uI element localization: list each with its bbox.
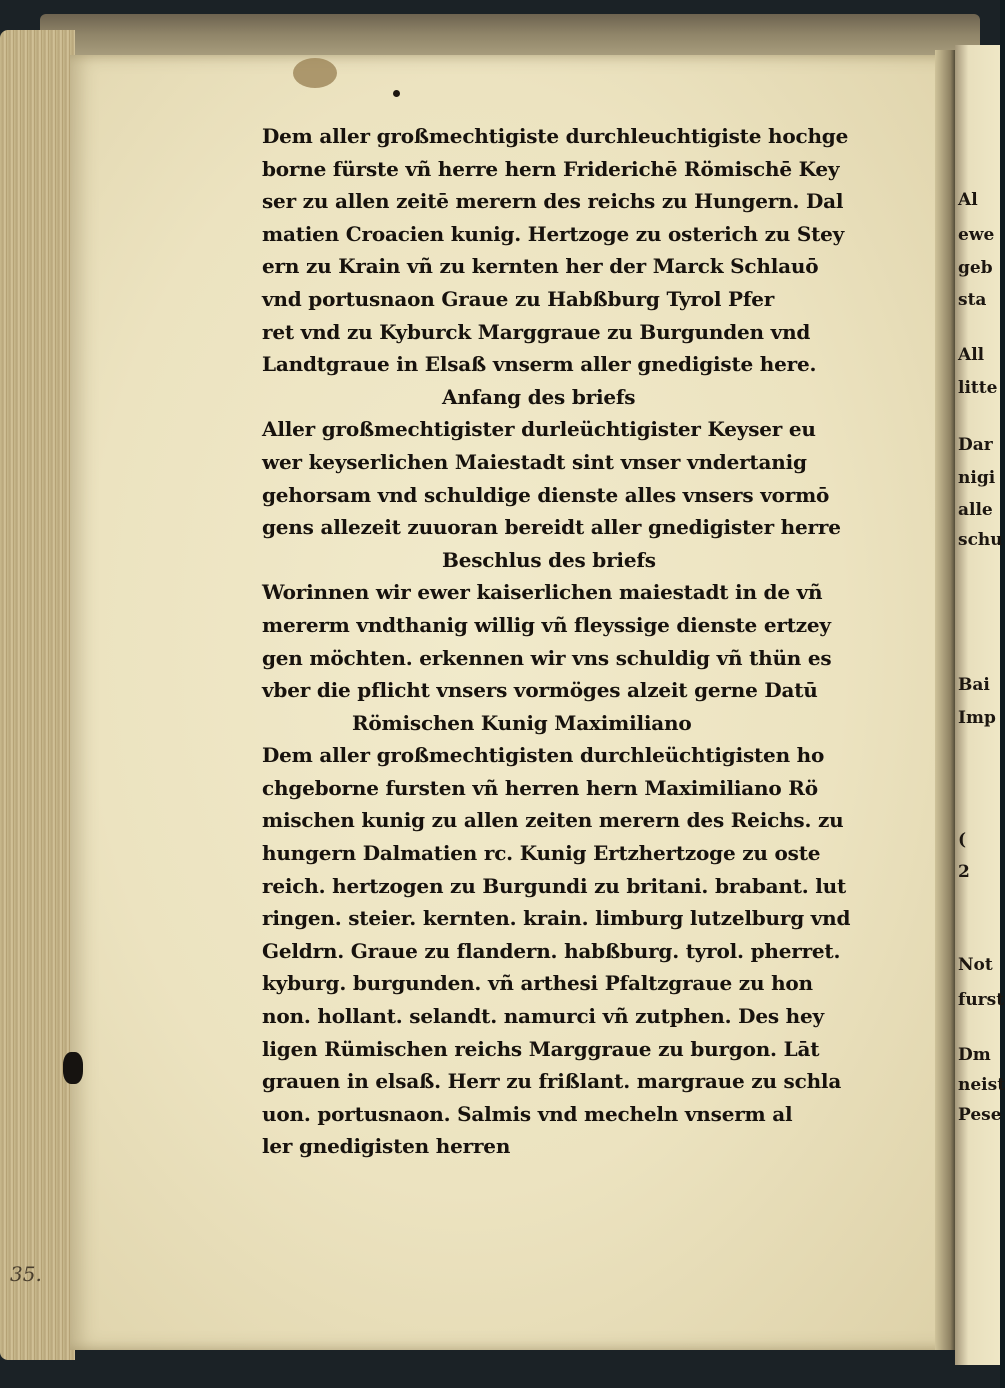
text-line: ler gnedigisten herren (262, 1134, 511, 1159)
text-line: vnd portusnaon Graue zu Habßburg Tyrol Pfer (262, 286, 775, 311)
text-line: gens allezeit zuuoran bereidt aller gnedigister herre (262, 515, 841, 540)
section-heading: Anfang des briefs (442, 384, 636, 409)
facing-text-fragment: geb (958, 258, 993, 278)
text-line: reich. hertzogen zu Burgundi zu britani. brabant. lut (262, 873, 847, 898)
text-line: non. hollant. selandt. namurci vñ zutphen. Des hey (262, 1004, 824, 1029)
book-page-edges (0, 30, 75, 1360)
text-line: Landtgraue in Elsaß vnserm aller gnedigiste here. (262, 352, 817, 377)
text-line: Geldrn. Graue zu flandern. habßburg. tyrol. pherret. (262, 938, 841, 963)
text-line: ret vnd zu Kyburck Marggraue zu Burgunden vnd (262, 319, 811, 344)
ink-dot (393, 90, 400, 97)
text-line: matien Croacien kunig. Hertzoge zu osterich zu Stey (262, 221, 845, 246)
page-number-mark: 35. (10, 1262, 42, 1286)
facing-text-fragment: furst (958, 990, 1005, 1010)
facing-text-fragment: alle (958, 500, 993, 520)
text-line: ser zu allen zeitē merern des reichs zu Hungern. Dal (262, 189, 844, 214)
paper-stain (293, 58, 337, 88)
text-line: gehorsam vnd schuldige dienste alles vnsers vormō (262, 482, 830, 507)
text-line: vber die pflicht vnsers vormöges alzeit gerne Datū (262, 678, 818, 703)
facing-text-fragment: Imp (958, 708, 996, 728)
book-gutter (935, 50, 957, 1350)
facing-text-fragment: Dm (958, 1045, 991, 1065)
text-line: Dem aller großmechtigisten durchleüchtigisten ho (262, 743, 825, 768)
facing-text-fragment: Al (958, 190, 978, 210)
binding-hole (63, 1052, 83, 1084)
facing-text-fragment: litte (958, 378, 998, 398)
text-line: ern zu Krain vñ zu kernten her der Marck Schlauō (262, 254, 819, 279)
facing-text-fragment: All (958, 345, 985, 365)
facing-text-fragment: Bai (958, 675, 990, 695)
text-line: uon. portusnaon. Salmis vnd mecheln vnserm al (262, 1101, 793, 1126)
facing-text-fragment: Not (958, 955, 993, 975)
text-line: ligen Rümischen reichs Marggraue zu burgon. Lāt (262, 1036, 820, 1061)
text-line: ringen. steier. kernten. krain. limburg lutzelburg vnd (262, 906, 851, 931)
section-heading: Beschlus des briefs (442, 547, 656, 572)
facing-text-fragment: schu (958, 530, 1003, 550)
facing-text-fragment: ( (958, 830, 967, 850)
text-line: kyburg. burgunden. vñ arthesi Pfaltzgraue zu hon (262, 971, 813, 996)
text-line: hungern Dalmatien rc. Kunig Ertzhertzoge zu oste (262, 841, 821, 866)
text-line: mischen kunig zu allen zeiten merern des Reichs. zu (262, 808, 844, 833)
facing-text-fragment: neist (958, 1075, 1005, 1095)
facing-text-fragment: sta (958, 290, 987, 310)
text-line: mererm vndthanig willig vñ fleyssige dienste ertzey (262, 612, 831, 637)
facing-text-fragment: Pese (958, 1105, 1002, 1125)
text-line: gen möchten. erkennen wir vns schuldig vñ thün es (262, 645, 832, 670)
text-line: borne fürste vñ herre hern Friderichē Römischē Key (262, 156, 840, 181)
text-line: wer keyserlichen Maiestadt sint vnser vndertanig (262, 449, 807, 474)
section-heading: Römischen Kunig Maximiliano (352, 710, 692, 735)
text-line: Aller großmechtigister durleüchtigister Keyser eu (262, 417, 816, 442)
text-line: Dem aller großmechtigiste durchleuchtigiste hochge (262, 124, 849, 148)
text-line: grauen in elsaß. Herr zu frißlant. margraue zu schla (262, 1069, 842, 1094)
printed-text-block (262, 120, 902, 1163)
facing-text-fragment: 2 (958, 862, 970, 882)
facing-text-fragment: nigi (958, 468, 996, 488)
text-line: Worinnen wir ewer kaiserlichen maiestadt in de vñ (262, 580, 823, 605)
facing-page-text (958, 0, 1005, 1388)
facing-text-fragment: Dar (958, 435, 993, 455)
facing-text-fragment: ewe (958, 225, 995, 245)
text-line: chgeborne fursten vñ herren hern Maximiliano Rö (262, 775, 818, 800)
